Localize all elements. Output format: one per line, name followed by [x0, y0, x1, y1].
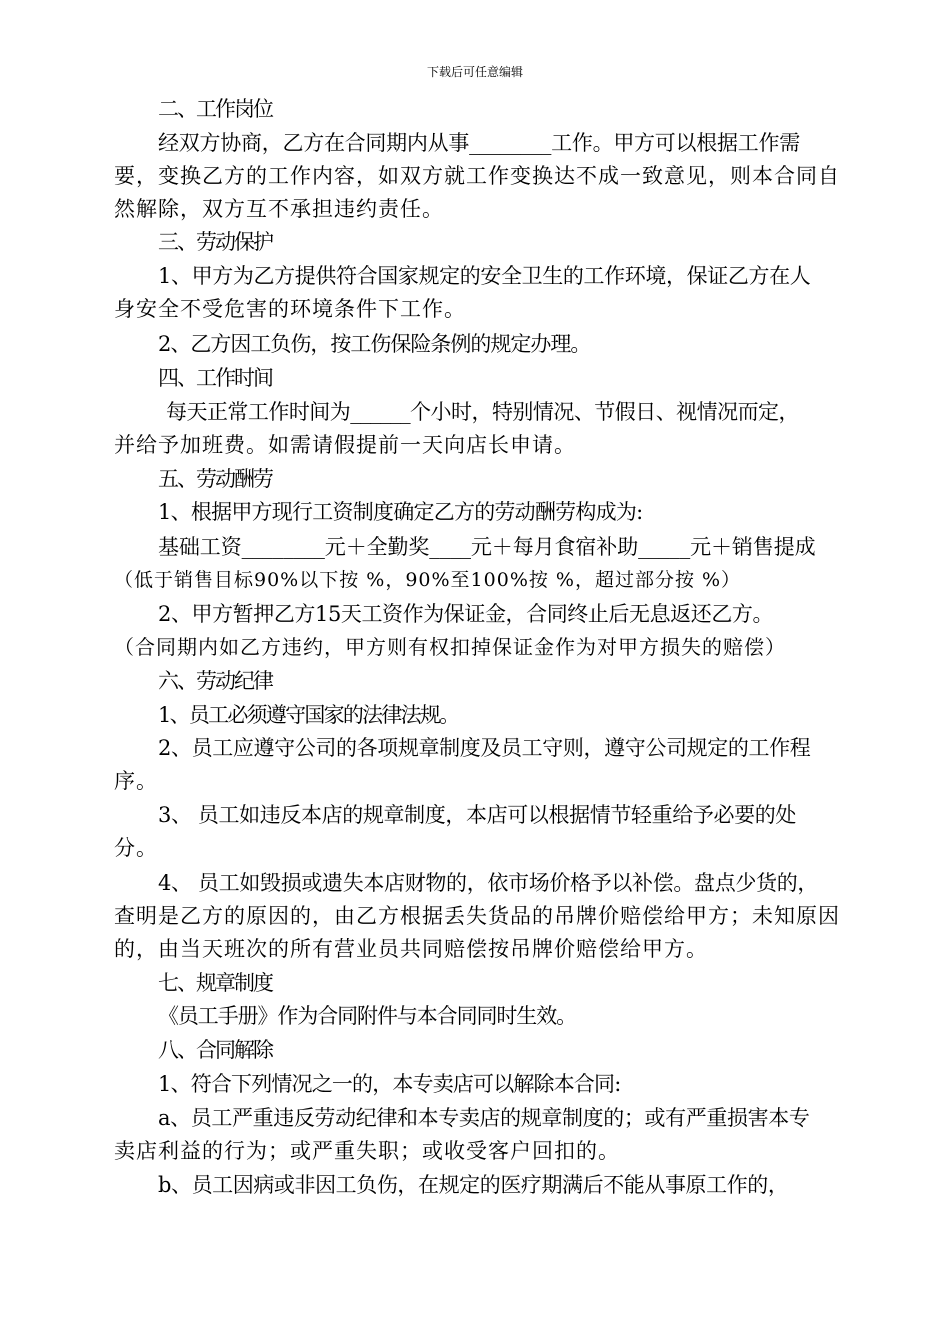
paragraph-line: 身安全不受危害的环境条件下工作。 [114, 297, 466, 321]
paragraph-line: 1、甲方为乙方提供符合国家规定的安全卫生的工作环境，保证乙方在人 [158, 264, 811, 288]
paragraph-line: 每天正常工作时间为______个小时，特别情况、节假日、视情况而定， [166, 400, 799, 424]
paragraph-line: 序。 [114, 769, 158, 793]
paragraph-line: 《员工手册》作为合同附件与本合同同时生效。 [158, 1004, 576, 1028]
paragraph-line: 4、 员工如毁损或遗失本店财物的，依市场价格予以补偿。盘点少货的， [158, 871, 819, 895]
paragraph-line: 2、员工应遵守公司的各项规章制度及员工守则，遵守公司规定的工作程 [158, 736, 811, 760]
paragraph-line: 要，变换乙方的工作内容，如双方就工作变换达不成一致意见，则本合同自 [114, 164, 840, 188]
paragraph-line: 卖店利益的行为；或严重失职；或收受客户回扣的。 [114, 1139, 620, 1163]
section-heading-rules: 七、规章制度 [158, 971, 272, 995]
section-heading-contract-termination: 八、合同解除 [158, 1038, 272, 1062]
paragraph-line: 的，由当天班次的所有营业员共同赔偿按吊牌价赔偿给甲方。 [114, 937, 708, 961]
paragraph-line: 查明是乙方的原因的，由乙方根据丢失货品的吊牌价赔偿给甲方；未知原因 [114, 904, 840, 928]
page-header: 下载后可任意编辑 [426, 65, 523, 79]
paragraph-line: 然解除，双方互不承担违约责任。 [114, 197, 444, 221]
paragraph-line: 2、甲方暂押乙方15天工资作为保证金，合同终止后无息返还乙方。 [158, 602, 774, 626]
paragraph-line: 1、根据甲方现行工资制度确定乙方的劳动酬劳构成为: [158, 500, 643, 524]
paragraph-line: 1、员工必须遵守国家的法律法规。 [158, 703, 459, 727]
paragraph-line: a、员工严重违反劳动纪律和本专卖店的规章制度的；或有严重损害本专 [158, 1106, 810, 1130]
paragraph-line: 并给予加班费。如需请假提前一天向店长申请。 [114, 433, 576, 457]
paragraph-line: 基础工资________元＋全勤奖____元＋每月食宿补助_____元＋销售提成 [158, 535, 816, 559]
paragraph-line: 3、 员工如违反本店的规章制度，本店可以根据情节轻重给予必要的处 [158, 803, 797, 827]
paragraph-line: （低于销售目标90%以下按 %，90%至100%按 %，超过部分按 %） [114, 569, 742, 591]
paragraph-line: 经双方协商，乙方在合同期内从事________工作。甲方可以根据工作需 [158, 131, 800, 155]
section-heading-labor-protection: 三、劳动保护 [158, 230, 272, 254]
paragraph-line: b、员工因病或非因工负伤，在规定的医疗期满后不能从事原工作的， [158, 1173, 789, 1197]
paragraph-line: 2、乙方因工负伤，按工伤保险条例的规定办理。 [158, 332, 591, 356]
section-heading-labor-discipline: 六、劳动纪律 [158, 669, 272, 693]
paragraph-line: 1、符合下列情况之一的，本专卖店可以解除本合同: [158, 1072, 621, 1096]
paragraph-line: 分。 [114, 836, 158, 860]
section-heading-working-hours: 四、工作时间 [158, 366, 272, 390]
section-heading-job-position: 二、工作岗位 [158, 97, 272, 121]
paragraph-line: （合同期内如乙方违约，甲方则有权扣掉保证金作为对甲方损失的赔偿） [114, 635, 786, 659]
section-heading-remuneration: 五、劳动酬劳 [158, 467, 272, 491]
